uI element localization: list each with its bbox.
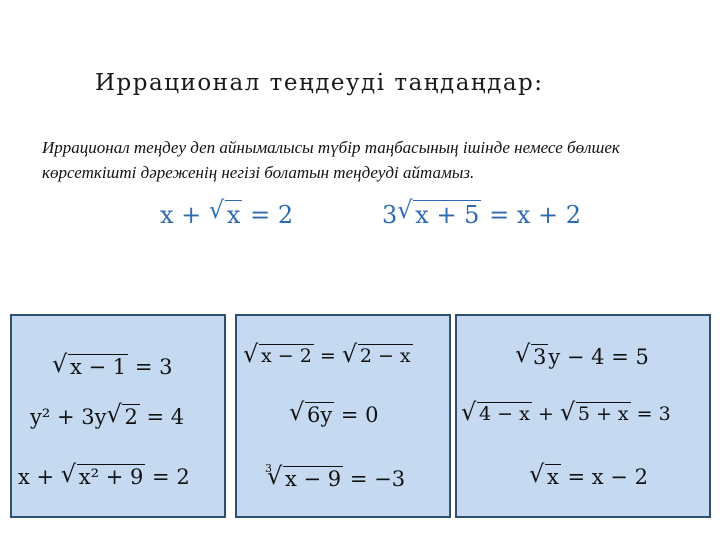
- sqrt-symbol: [529, 464, 561, 489]
- box1-eq2-right: = 4: [139, 405, 185, 429]
- box3-eq2-radicand-left: 4 − x: [479, 403, 530, 425]
- box1-eq3-radicand: x² + 9: [78, 465, 144, 489]
- example-1-prefix: x +: [160, 201, 209, 229]
- box1-eq1-right: = 3: [128, 355, 173, 379]
- box3-eq2-plus: +: [531, 403, 560, 425]
- box2-eq1-radicand-right: 2 − x: [359, 345, 411, 367]
- box2-equation-3: [265, 462, 406, 491]
- example-equation-2: [382, 200, 581, 229]
- example-1-radicand: x: [226, 201, 241, 229]
- option-box-2[interactable]: [235, 314, 451, 518]
- sqrt-symbol: [560, 402, 631, 425]
- box1-equation-3: [18, 464, 190, 489]
- box3-eq1-radicand: 3: [533, 345, 547, 369]
- example-2-radicand: x + 5: [415, 201, 480, 229]
- box2-equation-1: [243, 344, 413, 367]
- box2-eq2-radicand: 6y: [307, 403, 333, 427]
- root-index: √ 3: [265, 462, 272, 475]
- box2-eq3-radicand: x − 9: [285, 467, 342, 491]
- box3-eq3-right: = x − 2: [560, 465, 648, 489]
- box1-equation-1: [52, 354, 172, 379]
- cube-root-symbol: [265, 462, 343, 491]
- example-equation-1: [160, 200, 293, 229]
- sqrt-symbol: [342, 344, 413, 367]
- sqrt-symbol: [209, 200, 243, 229]
- definition-text: Иррационал теңдеу деп айнымалысы түбір таңбасының ішінде немесе бөлшек көрсеткішті дәреженің негізі болатын теңдеуді айтамыз.: [42, 138, 620, 182]
- box1-eq2-left: y² + 3y: [30, 405, 107, 429]
- box3-equation-2: [461, 402, 671, 425]
- box2-equation-2: [289, 402, 379, 427]
- example-2-prefix: 3: [382, 201, 398, 229]
- box1-eq2-radicand: 2: [124, 405, 138, 429]
- sqrt-symbol: [461, 402, 532, 425]
- example-1-suffix: = 2: [242, 201, 294, 229]
- sqrt-symbol: [289, 402, 334, 427]
- page-title: Иррационал теңдеуді таңдаңдар:: [95, 70, 544, 96]
- box2-eq2-right: = 0: [334, 403, 379, 427]
- sqrt-symbol: [397, 200, 481, 229]
- box3-eq1-right: y − 4 = 5: [548, 345, 649, 369]
- box3-equation-1: [515, 344, 649, 369]
- box3-eq3-radicand: x: [547, 465, 559, 489]
- box1-eq3-left: x +: [18, 465, 61, 489]
- box1-eq1-radicand: x − 1: [70, 355, 127, 379]
- sqrt-symbol: [243, 344, 314, 367]
- box2-eq1-radicand-left: x − 2: [261, 345, 312, 367]
- box1-equation-2: [30, 404, 184, 429]
- option-box-1[interactable]: [10, 314, 226, 518]
- box2-eq3-right: = −3: [343, 467, 406, 491]
- sqrt-symbol: [61, 464, 146, 489]
- box3-eq2-right: = 3: [630, 403, 671, 425]
- box2-eq1-equals: =: [313, 345, 342, 367]
- box1-eq3-right: = 2: [145, 465, 190, 489]
- box3-eq2-radicand-right: 5 + x: [577, 403, 629, 425]
- example-2-suffix: = x + 2: [481, 201, 581, 229]
- sqrt-symbol: [52, 354, 128, 379]
- box3-equation-3: [529, 464, 648, 489]
- sqrt-symbol: [106, 404, 139, 429]
- sqrt-symbol: [515, 344, 548, 369]
- option-box-3[interactable]: [455, 314, 711, 518]
